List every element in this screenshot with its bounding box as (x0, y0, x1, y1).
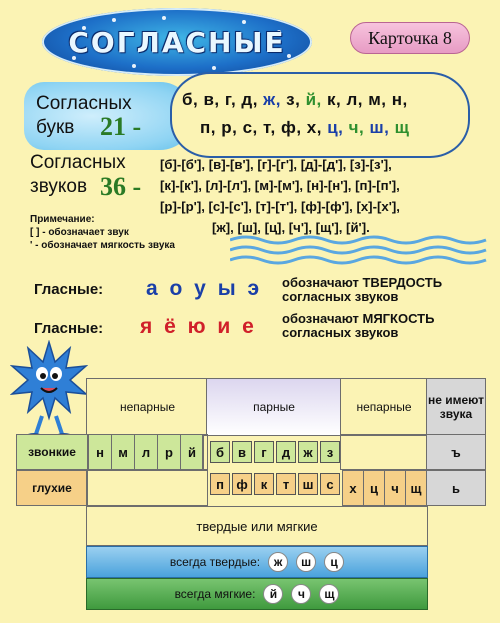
always-hard-label: всегда твердые: (169, 555, 261, 569)
voiced_paired-tile: б (210, 441, 230, 463)
consonant-letter: г, (224, 90, 242, 109)
voiced_unpaired-cell: й (180, 434, 204, 470)
consonant-letter: в, (203, 90, 225, 109)
consonant-letter: ш, (369, 118, 395, 137)
consonant-letter: ц, (327, 118, 349, 137)
header-no-sound: не имеют звука (426, 378, 486, 436)
voiceless_paired-tile: ф (232, 473, 252, 495)
letters-row-1 (182, 90, 408, 110)
voiceless_paired-tile: к (254, 473, 274, 495)
always-soft-bar (86, 578, 428, 610)
voiced_paired-tile: з (320, 441, 340, 463)
voiced_paired-tile: г (254, 441, 274, 463)
voiced_unpaired-cell: н (88, 434, 112, 470)
desc-line: согласных звуков (282, 325, 399, 340)
consonant-letter: н, (391, 90, 408, 109)
vowels-soft-desc (282, 312, 434, 340)
vowels-soft: я ё ю и е (140, 315, 257, 338)
voiceless_paired-tile: ш (298, 473, 318, 495)
letters-cloud (170, 72, 470, 158)
voiceless_paired-tile: с (320, 473, 340, 495)
desc-line: обозначают МЯГКОСТЬ (282, 311, 435, 326)
always-soft-letter: ч (291, 584, 311, 604)
consonant-letter: к, (326, 90, 347, 109)
consonant-letter: й, (305, 90, 327, 109)
voiceless_paired-tile: п (210, 473, 230, 495)
consonant-letter: р, (221, 118, 243, 137)
row-label-voiceless: глухие (16, 470, 88, 506)
voiced_paired-tile: ж (298, 441, 318, 463)
consonant-letter: л, (346, 90, 369, 109)
sounds-label-2: звуков (30, 176, 88, 197)
soft-sign: ь (426, 470, 486, 506)
consonant-letter: х, (306, 118, 328, 137)
voiceless_unpaired-cell: щ (405, 470, 427, 506)
voiced_paired-tile: в (232, 441, 252, 463)
always-soft-label: всегда мягкие: (174, 587, 256, 601)
vowels-hard-label: Гласные: (34, 281, 104, 298)
vowels-hard-desc (282, 276, 442, 304)
header-unpaired-left: непарные (86, 378, 208, 436)
consonant-letter: б, (182, 90, 204, 109)
note-line: [ ] - обозначает звук (30, 227, 129, 238)
consonant-letter: ф, (280, 118, 307, 137)
sounds-count: 36 - (100, 172, 142, 201)
vowels-soft-label: Гласные: (34, 320, 104, 337)
voiced_unpaired-cell: р (157, 434, 181, 470)
desc-line: согласных звуков (282, 289, 399, 304)
header-unpaired-right: непарные (340, 378, 428, 436)
voiceless_unpaired-cell: ч (384, 470, 406, 506)
letters-row-2 (200, 118, 409, 138)
always-soft-letter: щ (319, 584, 339, 604)
sound-pairs (160, 154, 400, 238)
hard-sign: ъ (426, 434, 486, 470)
consonant-letter: з, (286, 90, 306, 109)
voiced_unpaired-cell: л (134, 434, 158, 470)
consonant-letter: щ (394, 118, 410, 137)
letters-label-1: Согласных (36, 93, 132, 114)
waves-decoration (230, 232, 490, 268)
always-soft-letter: й (263, 584, 283, 604)
sounds-label-1: Согласных (30, 152, 126, 173)
page-title: СОГЛАСНЫЕ (68, 25, 286, 59)
sound-pairs-row: [р]-[р'], [с]-[с'], [т]-[т'], [ф]-[ф'], [х]-[х'], (160, 199, 400, 214)
header-paired: парные (206, 378, 342, 436)
consonant-letter: ж, (263, 90, 287, 109)
sound-pairs-row: [к]-[к'], [л]-[л'], [м]-[м'], [н]-[н'], [п]-[п'], (160, 178, 400, 193)
consonant-letter: ч, (348, 118, 370, 137)
consonant-letter: с, (242, 118, 263, 137)
hard-or-soft-bar: твердые или мягкие (86, 506, 428, 546)
vowels-hard: а о у ы э (146, 277, 263, 300)
letters-label-2: букв (36, 117, 75, 138)
voiced_paired-tile: д (276, 441, 296, 463)
row-label-voiced: звонкие (16, 434, 88, 470)
always-hard-letter: ш (296, 552, 316, 572)
voiceless_unpaired-cell: х (342, 470, 364, 506)
consonant-letter: п, (200, 118, 222, 137)
note-title: Примечание: (30, 214, 95, 225)
sound-pairs-row: [ж], [ш], [ц], [ч'], [щ'], [й']. (212, 220, 370, 235)
star-mascot-icon (10, 340, 88, 440)
sound-pairs-row: [б]-[б'], [в]-[в'], [г]-[г'], [д]-[д'], [з]-[з'], (160, 157, 392, 172)
consonant-letter: д, (241, 90, 264, 109)
letters-count: 21 - (100, 112, 142, 141)
always-hard-letter: ж (268, 552, 288, 572)
voiceless_unpaired-cell: ц (363, 470, 385, 506)
always-hard-bar (86, 546, 428, 578)
note-line: ' - обозначает мягкость звука (30, 240, 175, 251)
card-badge: Карточка 8 (350, 22, 470, 54)
consonant-letter: м, (368, 90, 392, 109)
voiced_unpaired-cell: м (111, 434, 135, 470)
voiceless_paired-tile: т (276, 473, 296, 495)
consonant-letter: т, (262, 118, 281, 137)
desc-line: обозначают ТВЕРДОСТЬ (282, 275, 443, 290)
note (30, 213, 175, 252)
always-hard-letter: ц (324, 552, 344, 572)
